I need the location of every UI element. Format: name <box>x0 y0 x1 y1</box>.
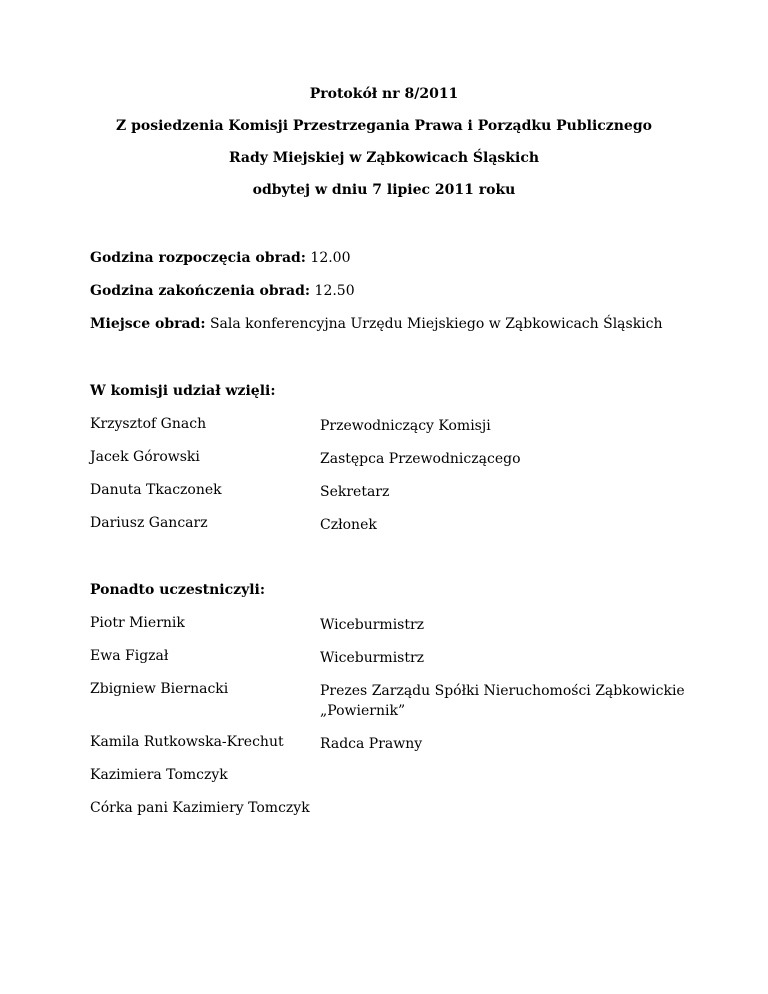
member-name: Jacek Górowski <box>90 449 200 465</box>
guest-name: Zbigniew Biernacki <box>90 681 229 697</box>
document-subtitle-date: odbytej w dniu 7 lipiec 2011 roku <box>252 182 516 198</box>
meeting-end <box>90 283 355 299</box>
meeting-place-label: Miejsce obrad: <box>90 316 206 332</box>
member-name: Krzysztof Gnach <box>90 416 207 432</box>
guest-name: Kazimiera Tomczyk <box>90 767 228 783</box>
guest-role: Wiceburmistrz <box>320 617 425 633</box>
member-role: Zastępca Przewodniczącego <box>320 451 521 467</box>
meeting-start <box>90 250 351 266</box>
meeting-start-label: Godzina rozpoczęcia obrad: <box>90 250 306 266</box>
member-name: Dariusz Gancarz <box>90 515 208 531</box>
member-role: Sekretarz <box>320 484 390 500</box>
committee-section-title: W komisji udział wzięli: <box>90 383 276 399</box>
guest-name: Ewa Figzał <box>90 648 169 664</box>
guest-name: Córka pani Kazimiery Tomczyk <box>90 800 310 816</box>
meeting-start-value: 12.00 <box>310 250 351 266</box>
meeting-place <box>90 316 663 332</box>
guest-role: Prezes Zarządu Spółki Nieruchomości Ząbkowickie „Powiernik” <box>320 683 685 719</box>
guest-role: Radca Prawny <box>320 736 423 752</box>
member-name: Danuta Tkaczonek <box>90 482 222 498</box>
guest-role: Wiceburmistrz <box>320 650 425 666</box>
guest-name: Kamila Rutkowska-Krechut <box>90 734 284 750</box>
document-subtitle-council: Rady Miejskiej w Ząbkowicach Śląskich <box>228 150 540 166</box>
document-subtitle-committee: Z posiedzenia Komisji Przestrzegania Prawa i Porządku Publicznego <box>116 118 652 134</box>
guest-name: Piotr Miernik <box>90 615 185 631</box>
meeting-end-label: Godzina zakończenia obrad: <box>90 283 311 299</box>
meeting-place-value: Sala konferencyjna Urzędu Miejskiego w Ząbkowicach Śląskich <box>209 316 663 332</box>
document-title: Protokół nr 8/2011 <box>309 86 459 102</box>
guests-section-title: Ponadto uczestniczyli: <box>90 582 266 598</box>
member-role: Członek <box>320 517 377 533</box>
meeting-end-value: 12.50 <box>314 283 355 299</box>
member-role: Przewodniczący Komisji <box>320 418 491 434</box>
